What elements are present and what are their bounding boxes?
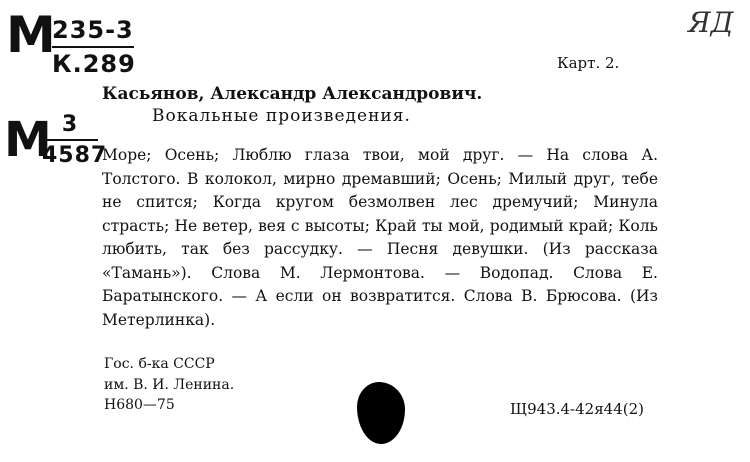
shelfmark-letter-1: M (6, 6, 56, 64)
shelfmark-2 (42, 112, 108, 168)
shelfmark-1-bottom: К.289 (52, 50, 136, 78)
library-name: Гос. б-ка СССР (104, 356, 215, 372)
library-dedication: им. В. И. Ленина. (104, 376, 235, 393)
ink-blot (357, 382, 405, 444)
shelfmark-1 (52, 16, 136, 78)
shelfmark-1-top: 235-3 (52, 16, 134, 44)
card-number: Карт. 2. (557, 54, 620, 72)
shelfmark-letter-2: M (4, 112, 52, 168)
contents-note: Море; Осень; Люблю глаза твои, мой друг. — На слова А. Толстого. В колокол, мирно дремавший; Осень; Милый друг, тебе не спится; Когда кругом безмолвен лес дремучий; Минула страсть; Не ветер, вея с высоты; Край ты мой, родимый край; Коль любить, так без рассудку. — Песня девушки. (Из рассказа «Тамань»). Слова М. Лермонтова. — Водопад. Слова Е. Баратынского. — А если он возвратится. Слова В. Брюсова. (Из Метерлинка). (102, 146, 658, 329)
classification-code: Щ943.4-42я44(2) (510, 400, 645, 418)
shelfmark-2-bottom: 4587 (42, 143, 108, 168)
shelfmark-2-top: 3 (61, 112, 79, 137)
shelfmark-1-divider (52, 46, 134, 48)
author-heading: Касьянов, Александр Александрович. (102, 84, 483, 104)
corner-handwritten-mark: ЯД (688, 6, 734, 39)
work-title: Вокальные произведения. (152, 106, 411, 126)
library-imprint (104, 354, 234, 416)
shelfmark-2-divider (42, 139, 98, 141)
card-print-code: Н680—75 (104, 397, 175, 413)
